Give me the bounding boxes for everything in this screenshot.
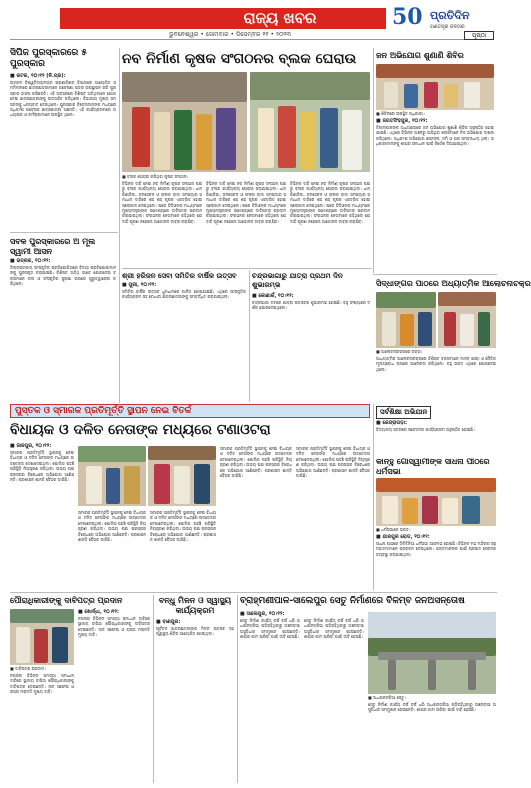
story1-headline: ସିପିଜ ପୁରସ୍କାରରେ ୫ ପୁରସ୍କାର bbox=[10, 48, 87, 69]
story8-body-col1: ସ୍ମାରକ ପ୍ରତିମୂର୍ତ୍ତି ସ୍ଥାପନକୁ ନେଇ ବିଧାୟକ ଓ ଦଳିତ ନେତାଙ୍କ ମଧ୍ୟରେ ଉତ୍ତେଜନା ଦେଖାଦେଇଥିଲା। ପୋଲିସ ପହଞ୍ଚି ପରିସ୍ଥିତି ନିୟନ୍ତ୍ରଣ କରିଥିଲା। ଉଭୟ ପକ୍ଷ ପରସ୍ପର ବିରୋଧରେ ଅଭିଯୋଗ ଆଣିଛନ୍ତି। ପ୍ରଶାସନ ଶାନ୍ତି ବୈଠକ ଡାକିଛି। bbox=[10, 450, 74, 483]
story9-body: ବିଦ୍ୟାଳୟ ସ୍ତରରେ ସଚେତନତା କାର୍ଯ୍ୟକ୍ରମ ଅନୁଷ୍ଠିତ ହୋଇଛି। bbox=[376, 427, 475, 432]
section-title: ରାଜ୍ୟ ଖବର bbox=[243, 9, 317, 27]
story12-body: ପୂର୍ବତନ ଛାତ୍ରଛାତ୍ରୀଙ୍କ ମିଳନ ଉତ୍ସବ ସହ ସ୍ୱାସ୍ଥ୍ୟ ଶିବିର ଆୟୋଜିତ ହୋଇଥିଲା। bbox=[156, 626, 234, 637]
story13-body-col3: ସେତୁ ନିର୍ମାଣ କାର୍ଯ୍ୟ ବର୍ଷ ବର୍ଷ ଧରି ଅଧାପନ୍ତରିଆ ପଡ଼ିରହିଥିବାରୁ ଅଞ୍ଚଳବାସୀ ଅସୁବିଧାର ସମ୍ମୁଖୀନ ହେଉଛନ୍ତି। ଶୀଘ୍ର କାମ ସାରିବା ପାଇଁ ଦାବି ହେଉଛି। bbox=[368, 702, 496, 713]
seminar-photo bbox=[376, 292, 436, 348]
story13-headline: ବ୍ରାହ୍ମଣୀପାଳ-ସାଲେପୁର ସେତୁ ନିର୍ମାଣରେ ବିଳମ୍ବ ଜନଅସନ୍ତୋଷ bbox=[240, 596, 465, 606]
story13-body-col1: ସେତୁ ନିର୍ମାଣ କାର୍ଯ୍ୟ ବର୍ଷ ବର୍ଷ ଧରି ଅଧାପନ୍ତରିଆ ପଡ଼ିରହିଥିବାରୁ ଅଞ୍ଚଳବାସୀ ଅସୁବିଧାର ସମ୍ମୁଖୀନ ହେଉଛନ୍ତି। ଶୀଘ୍ର କାମ ସାରିବା ପାଇଁ ଦାବି ହେଉଛି। bbox=[240, 618, 300, 640]
story10-byline: ■ ଯାଜପୁର ରୋଡ, ୧୦।୧୨: bbox=[376, 534, 430, 540]
story11-body-col2: ନଗରର ବିଭିନ୍ନ ସମସ୍ୟା ସମାଧାନ ଦାବିରେ ସ୍ଥାନୀୟ ବାସିନ୍ଦା ପୌରାଧିକାରୀଙ୍କୁ ଦାବିପତ୍ର ଦେଇଛନ୍ତି। ନାଳ ସଫେଇ ଓ ରାସ୍ତା ମରାମତି ମୁଖ୍ୟ ଦାବି। bbox=[10, 673, 74, 695]
column-rule bbox=[373, 404, 374, 590]
story-divider bbox=[10, 592, 497, 593]
story2-headline: ନବ ନିର୍ମାଣ କୃଷକ ସଂଗଠନର ବ୍ଲକ ଘେରାଉ bbox=[122, 51, 357, 67]
photo-caption: ■ ଶିବିରରେ ଉପସ୍ଥିତ ଅଧିକାରୀ। bbox=[376, 111, 425, 116]
bridge-construction-photo bbox=[368, 612, 496, 694]
story13-byline: ■ ସାଲେପୁର, ୧୦।୧୨: bbox=[240, 611, 285, 617]
story5-byline: ■ ପୁରୀ, ୧୦।୧୨: bbox=[122, 282, 157, 288]
brand-name: ପ୍ରତିଦିନ bbox=[430, 9, 470, 22]
story-divider bbox=[122, 268, 372, 269]
story2-body-col2: ବିଭିନ୍ନ ଦାବି ନେଇ ନବ ନିର୍ମାଣ କୃଷକ ସଂଗଠନ ପକ୍ଷରୁ ବ୍ଲକ କାର୍ଯ୍ୟାଳୟ ଘେରାଉ କରାଯାଇଥିଲା। ଧାନ କିଣାବିକା, ଜଳସେଚନ ଓ ଫସଲ ବୀମା ସମସ୍ୟାର ସମାଧାନ ଦାବିରେ ଶହ ଶହ କୃଷକ ଏକତ୍ରିତ ହୋଇ ସ୍ଲୋଗାନ ଦେଇଥିଲେ। ପରେ ବିଡିଓଙ୍କ ମାଧ୍ୟମରେ ମୁଖ୍ୟମନ୍ତ୍ରୀଙ୍କ ଉଦ୍ଦେଶ୍ୟରେ ଦାବିପତ୍ର ପ୍ରଦାନ କରାଯାଇଥିଲା। ସଂଗଠନର ନେତାମାନେ କହିଥିଲେ ଯେ ଦାବି ପୂରଣ ନହେଲେ ଆନ୍ଦୋଳନ ତୀବ୍ର କରାଯିବ। bbox=[206, 181, 286, 224]
story8-body-col3: ସ୍ମାରକ ପ୍ରତିମୂର୍ତ୍ତି ସ୍ଥାପନକୁ ନେଇ ବିଧାୟକ ଓ ଦଳିତ ନେତାଙ୍କ ମଧ୍ୟରେ ଉତ୍ତେଜନା ଦେଖାଦେଇଥିଲା। ପୋଲିସ ପହଞ୍ଚି ପରିସ୍ଥିତି ନିୟନ୍ତ୍ରଣ କରିଥିଲା। ଉଭୟ ପକ୍ଷ ପରସ୍ପର ବିରୋଧରେ ଅଭିଯୋଗ ଆଣିଛନ୍ତି। ପ୍ରଶାସନ ଶାନ୍ତି ବୈଠକ ଡାକିଛି। bbox=[150, 510, 216, 543]
story9-byline: ■ କେନ୍ଦ୍ରାପଡ଼ା: bbox=[376, 420, 407, 426]
page-tag: ପୃଷ୍ଠା bbox=[464, 31, 494, 40]
grievance-camp-photo bbox=[376, 64, 494, 110]
story8-headline: ବିଧାୟକ ଓ ଦଳିତ ନେତାଙ୍କ ମଧ୍ୟରେ ଟଣାଓଟରା bbox=[10, 422, 271, 438]
story12-byline: ■ ବାଣପୁର: bbox=[156, 619, 181, 625]
column-rule bbox=[373, 48, 374, 273]
story2-body-col1: ବିଭିନ୍ନ ଦାବି ନେଇ ନବ ନିର୍ମାଣ କୃଷକ ସଂଗଠନ ପକ୍ଷରୁ ବ୍ଲକ କାର୍ଯ୍ୟାଳୟ ଘେରାଉ କରାଯାଇଥିଲା। ଧାନ କିଣାବିକା, ଜଳସେଚନ ଓ ଫସଲ ବୀମା ସମସ୍ୟାର ସମାଧାନ ଦାବିରେ ଶହ ଶହ କୃଷକ ଏକତ୍ରିତ ହୋଇ ସ୍ଲୋଗାନ ଦେଇଥିଲେ। ପରେ ବିଡିଓଙ୍କ ମାଧ୍ୟମରେ ମୁଖ୍ୟମନ୍ତ୍ରୀଙ୍କ ଉଦ୍ଦେଶ୍ୟରେ ଦାବିପତ୍ର ପ୍ରଦାନ କରାଯାଇଥିଲା। ସଂଗଠନର ନେତାମାନେ କହିଥିଲେ ଯେ ଦାବି ପୂରଣ ନହେଲେ ଆନ୍ଦୋଳନ ତୀବ୍ର କରାଯିବ। bbox=[122, 181, 202, 224]
story11-body: ନଗରର ବିଭିନ୍ନ ସମସ୍ୟା ସମାଧାନ ଦାବିରେ ସ୍ଥାନୀୟ ବାସିନ୍ଦା ପୌରାଧିକାରୀଙ୍କୁ ଦାବିପତ୍ର ଦେଇଛନ୍ତି। ନାଳ ସଫେଇ ଓ ରାସ୍ତା ମରାମତି ମୁଖ୍ୟ ଦାବି। bbox=[78, 616, 150, 638]
story11-headline: ପୌରାଧିକାରୀଙ୍କୁ ଦାବିପତ୍ର ପ୍ରଦାନ bbox=[10, 595, 123, 605]
story4-headline: ସବଳ ପୁରସ୍କାରରେ ଅ ମୂଲ ସ୍ୱାମୀ ଆସନ bbox=[10, 236, 96, 256]
masthead bbox=[0, 0, 500, 44]
brand-tagline: ଗଣତନ୍ତ୍ର ଜନତାର bbox=[430, 24, 465, 30]
story3-byline: ■ ଜଗତସିଂହପୁର, ୧୦।୧୨: bbox=[376, 118, 428, 124]
story-divider bbox=[10, 232, 118, 233]
column-rule bbox=[237, 595, 238, 783]
farmers-rally-photo bbox=[250, 72, 370, 172]
section-bar bbox=[60, 8, 386, 29]
story8-kicker: ପୁସ୍ତକ ଓ ସ୍ମାରକ ପ୍ରତିମୂର୍ତ୍ତି ସ୍ଥାପନ ନେଇ ବିତର୍କ bbox=[15, 406, 192, 416]
religious-gathering-photo bbox=[376, 478, 496, 526]
story1-byline: ■ କଟକ, ୧୦।୧୨ (ନି.ପ୍ର): bbox=[10, 73, 66, 79]
story8-kicker-band bbox=[10, 404, 370, 418]
story10-headline: କାନ୍ହୁ ଗୋସ୍ୱାମୀଙ୍କ ସାଧନା ପୀଠରେ ଧର୍ମସଭା bbox=[376, 456, 490, 476]
column-rule bbox=[249, 270, 250, 402]
dateline: ଭୁବନେଶ୍ୱର • ସୋମବାର • ଡିସେମ୍ବର ୧୧ • ୨୦୨୩ bbox=[168, 31, 292, 38]
story6-headline: ଚନ୍ଦ୍ରଭାଗାରୁ ଯାତ୍ରା ପ୍ରଥମ ଦିନ ଶୁଭାରମ୍ଭ bbox=[252, 271, 343, 289]
story4-body: ଜିଲ୍ଲାସ୍ତରୀୟ ସାଂସ୍କୃତିକ ପ୍ରତିଯୋଗିତାରେ ବିଜୟୀ ପ୍ରତିଯୋଗୀମାନଙ୍କୁ ପୁରସ୍କୃତ କରାଯାଇଛି। ବିଶିଷ୍ଟ ଅତିଥି ଭାବେ ଯୋଗଦେଇ ବକ୍ତାମାନେ କଳା ଓ ସଂସ୍କୃତିର ସୁରକ୍ଷା ଉପରେ ଗୁରୁତ୍ୱାରୋପ କରିଥିଲେ। bbox=[10, 265, 116, 287]
story-divider bbox=[373, 274, 497, 275]
photo-caption: ■ ଧର୍ମସଭାରେ ଭକ୍ତ। bbox=[376, 527, 411, 532]
farmers-protest-photo bbox=[122, 72, 247, 172]
story5-headline: ଶ୍ରୀ ହରିଜନ ସେବା ସମିତିର ବାର୍ଷିକ ଉତ୍ସବ bbox=[122, 271, 237, 280]
story8-body-col4: ସ୍ମାରକ ପ୍ରତିମୂର୍ତ୍ତି ସ୍ଥାପନକୁ ନେଇ ବିଧାୟକ ଓ ଦଳିତ ନେତାଙ୍କ ମଧ୍ୟରେ ଉତ୍ତେଜନା ଦେଖାଦେଇଥିଲା। ପୋଲିସ ପହଞ୍ଚି ପରିସ୍ଥିତି ନିୟନ୍ତ୍ରଣ କରିଥିଲା। ଉଭୟ ପକ୍ଷ ପରସ୍ପର ବିରୋଧରେ ଅଭିଯୋଗ ଆଣିଛନ୍ତି। ପ୍ରଶାସନ ଶାନ୍ତି ବୈଠକ ଡାକିଛି। bbox=[220, 446, 292, 479]
photo-caption: ■ ବ୍ଲକ ଘେରାଉ କରିଥିବା କୃଷକ ସଂଗଠନ। bbox=[122, 174, 189, 179]
story7-headline: ସିଦ୍ଧାଙ୍ଗର ପାଠରେ ଅଧ୍ୟାତ୍ମିକ ଆଲୋଚନାଚକ୍ର bbox=[376, 278, 531, 288]
story11-byline: ■ ଖୋର୍ଦ୍ଧା, ୧୦।୧୨: bbox=[78, 609, 120, 615]
column-rule bbox=[153, 595, 154, 783]
story8-body-col5: ସ୍ମାରକ ପ୍ରତିମୂର୍ତ୍ତି ସ୍ଥାପନକୁ ନେଇ ବିଧାୟକ ଓ ଦଳିତ ନେତାଙ୍କ ମଧ୍ୟରେ ଉତ୍ତେଜନା ଦେଖାଦେଇଥିଲା। ପୋଲିସ ପହଞ୍ଚି ପରିସ୍ଥିତି ନିୟନ୍ତ୍ରଣ କରିଥିଲା। ଉଭୟ ପକ୍ଷ ପରସ୍ପର ବିରୋଧରେ ଅଭିଯୋଗ ଆଣିଛନ୍ତି। ପ୍ରଶାସନ ଶାନ୍ତି ବୈଠକ ଡାକିଛି। bbox=[296, 446, 370, 479]
seminar-audience-photo bbox=[438, 292, 496, 348]
story5-body: ସମିତିର ବାର୍ଷିକ ଉତ୍ସବ ଧୁମଧାମରେ ପାଳିତ ହୋଇଯାଇଛି। ଏଥିରେ ସାଂସ୍କୃତିକ କାର୍ଯ୍ୟକ୍ରମ ସହ ମେଧାବୀ ଛାତ୍ରଛାତ୍ରୀଙ୍କୁ ସମ୍ବର୍ଦ୍ଧିତ କରାଯାଇଥିଲା। bbox=[122, 289, 246, 300]
story8-body-col2: ସ୍ମାରକ ପ୍ରତିମୂର୍ତ୍ତି ସ୍ଥାପନକୁ ନେଇ ବିଧାୟକ ଓ ଦଳିତ ନେତାଙ୍କ ମଧ୍ୟରେ ଉତ୍ତେଜନା ଦେଖାଦେଇଥିଲା। ପୋଲିସ ପହଞ୍ଚି ପରିସ୍ଥିତି ନିୟନ୍ତ୍ରଣ କରିଥିଲା। ଉଭୟ ପକ୍ଷ ପରସ୍ପର ବିରୋଧରେ ଅଭିଯୋଗ ଆଣିଛନ୍ତି। ପ୍ରଶାସନ ଶାନ୍ତି ବୈଠକ ଡାକିଛି। bbox=[78, 510, 147, 543]
masthead-rule bbox=[10, 39, 490, 40]
story6-byline: ■ କୋଣାର୍କ, ୧୦।୧୨: bbox=[252, 293, 294, 299]
story3-body: ଜିଲ୍ଲାପାଳଙ୍କ ଅଧ୍ୟକ୍ଷତାରେ ଜନ ଅଭିଯୋଗ ଶୁଣାଣି ଶିବିର ଅନୁଷ୍ଠିତ ହୋଇଯାଇଛି। ଏଥିରେ ବିଭିନ୍ନ ଅଞ୍ଚଳରୁ ଆସିଥିବା ଲୋକମାନେ ନିଜ ଅଭିଯୋଗ ଦାଖଲ କରିଥିଲେ। ଅଧିକାଂଶ ଅଭିଯୋଗ ପେନସନ, ଜମି ଓ ଘର ସମ୍ବନ୍ଧୀୟ ଥିଲା। ଅଧିକାରୀମାନଙ୍କୁ ଶୀଘ୍ର ସମାଧାନ ପାଇଁ ନିର୍ଦ୍ଦେଶ ଦିଆଯାଇଥିଲା। bbox=[376, 125, 494, 147]
column-rule bbox=[119, 48, 120, 403]
story6-body: ଚନ୍ଦ୍ରଭାଗା ତଟରେ ଯାତ୍ରା ଉତ୍ସବର ଶୁଭାରମ୍ଭ ହୋଇଛି। ବହୁ ସଂଖ୍ୟାରେ ଦର୍ଶକ ଯୋଗଦେଇଥିଲେ। bbox=[252, 300, 370, 311]
story1-body: ଉତ୍କଳ ବିଶ୍ୱବିଦ୍ୟାଳୟର ପ୍ରାଣୀବିଜ୍ଞାନ ବିଭାଗରେ ଆୟୋଜିତ ସମ୍ମିଳନୀରେ ଛାତ୍ରଛାତ୍ରୀମାନେ ଗବେଷଣା ପତ୍ର ଉପସ୍ଥାପନ କରି ପୁରସ୍କାର ହାସଲ କରିଛନ୍ତି। ଏହି ଅବସରରେ ବିଶିଷ୍ଟ ଅତିଥିମାନେ ଯୋଗଦେଇ ଛାତ୍ରଛାତ୍ରୀଙ୍କୁ ଉତ୍ସାହିତ କରିଥିଲେ। ବିଭାଗୀୟ ମୁଖ୍ୟ ସମସ୍ତଙ୍କୁ ଧନ୍ୟବାଦ ଦେଇଥିଲେ। ପୁରସ୍କାର ବିଜେତାମାନଙ୍କ ମଧ୍ୟରେ ଅଧିକାଂଶ ଗବେଷକ ଛାତ୍ରଛାତ୍ରୀ ଅଛନ୍ତି। ଏହି କାର୍ଯ୍ୟକ୍ରମରେ ଅଧ୍ୟାପକ ଓ କର୍ମଚାରୀମାନେ ଉପସ୍ଥିତ ଥିଲେ। bbox=[10, 80, 116, 118]
photo-caption: ■ ଦାବିପତ୍ର ପ୍ରଦାନ। bbox=[10, 666, 46, 671]
story3-headline: ଜନ ଅଭିଯୋଗ ଶୁଣାଣି ଶିବିର bbox=[376, 50, 464, 60]
petition-photo bbox=[10, 609, 74, 665]
story4-byline: ■ ଭଦ୍ରକ, ୧୦।୧୨: bbox=[10, 258, 51, 264]
story13-body-col2: ସେତୁ ନିର୍ମାଣ କାର୍ଯ୍ୟ ବର୍ଷ ବର୍ଷ ଧରି ଅଧାପନ୍ତରିଆ ପଡ଼ିରହିଥିବାରୁ ଅଞ୍ଚଳବାସୀ ଅସୁବିଧାର ସମ୍ମୁଖୀନ ହେଉଛନ୍ତି। ଶୀଘ୍ର କାମ ସାରିବା ପାଇଁ ଦାବି ହେଉଛି। bbox=[304, 618, 364, 640]
photo-caption: ■ ଅଧାପନ୍ତରିଆ ସେତୁ। bbox=[368, 695, 406, 700]
story12-headline: ବନ୍ଧୁ ମିଳନ ଓ ସ୍ୱାସ୍ଥ୍ୟ କାର୍ଯ୍ୟକ୍ରମ bbox=[158, 595, 232, 615]
anniversary-number: 50 bbox=[392, 4, 423, 30]
story9-headline: ସର୍ବଶିକ୍ଷା ଅଭିଯାନ bbox=[376, 406, 431, 419]
mla-photo-2 bbox=[148, 446, 216, 506]
story10-body: ସାଧନା ପୀଠରେ ତିନିଦିନିଆ ଧର୍ମସଭା ଆରମ୍ଭ ହୋଇଛି। ବିଭିନ୍ନ ମଠ ମନ୍ଦିରର ସନ୍ଥ ମହାତ୍ମାମାନେ ପ୍ରବଚନ ଦେଇଥିଲେ। ଭକ୍ତମାନଙ୍କ ପାଇଁ ପ୍ରସାଦ ସେବନର ବ୍ୟବସ୍ଥା କରାଯାଇଥିଲା। bbox=[376, 541, 497, 557]
story2-body-col3: ବିଭିନ୍ନ ଦାବି ନେଇ ନବ ନିର୍ମାଣ କୃଷକ ସଂଗଠନ ପକ୍ଷରୁ ବ୍ଲକ କାର୍ଯ୍ୟାଳୟ ଘେରାଉ କରାଯାଇଥିଲା। ଧାନ କିଣାବିକା, ଜଳସେଚନ ଓ ଫସଲ ବୀମା ସମସ୍ୟାର ସମାଧାନ ଦାବିରେ ଶହ ଶହ କୃଷକ ଏକତ୍ରିତ ହୋଇ ସ୍ଲୋଗାନ ଦେଇଥିଲେ। ପରେ ବିଡିଓଙ୍କ ମାଧ୍ୟମରେ ମୁଖ୍ୟମନ୍ତ୍ରୀଙ୍କ ଉଦ୍ଦେଶ୍ୟରେ ଦାବିପତ୍ର ପ୍ରଦାନ କରାଯାଇଥିଲା। ସଂଗଠନର ନେତାମାନେ କହିଥିଲେ ଯେ ଦାବି ପୂରଣ ନହେଲେ ଆନ୍ଦୋଳନ ତୀବ୍ର କରାଯିବ। bbox=[290, 181, 370, 224]
story8-byline: ■ ଜାଜପୁର, ୧୦।୧୨: bbox=[10, 443, 52, 449]
mla-photo-1 bbox=[78, 446, 146, 506]
photo-caption: ■ ଆଲୋଚନାଚକ୍ରରେ ବକ୍ତା। bbox=[376, 349, 423, 354]
story7-body: ଆଧ୍ୟାତ୍ମିକ ଆଲୋଚନାଚକ୍ରରେ ବିଶିଷ୍ଟ ବକ୍ତାମାନେ ମାନବ ସେବା ଓ ନୈତିକ ମୂଲ୍ୟବୋଧ ଉପରେ ଆଲୋଚନା କରିଥିଲେ। ବହୁ ଭକ୍ତ ଏଥିରେ ଯୋଗଦେଇଥିଲେ। bbox=[376, 356, 496, 372]
